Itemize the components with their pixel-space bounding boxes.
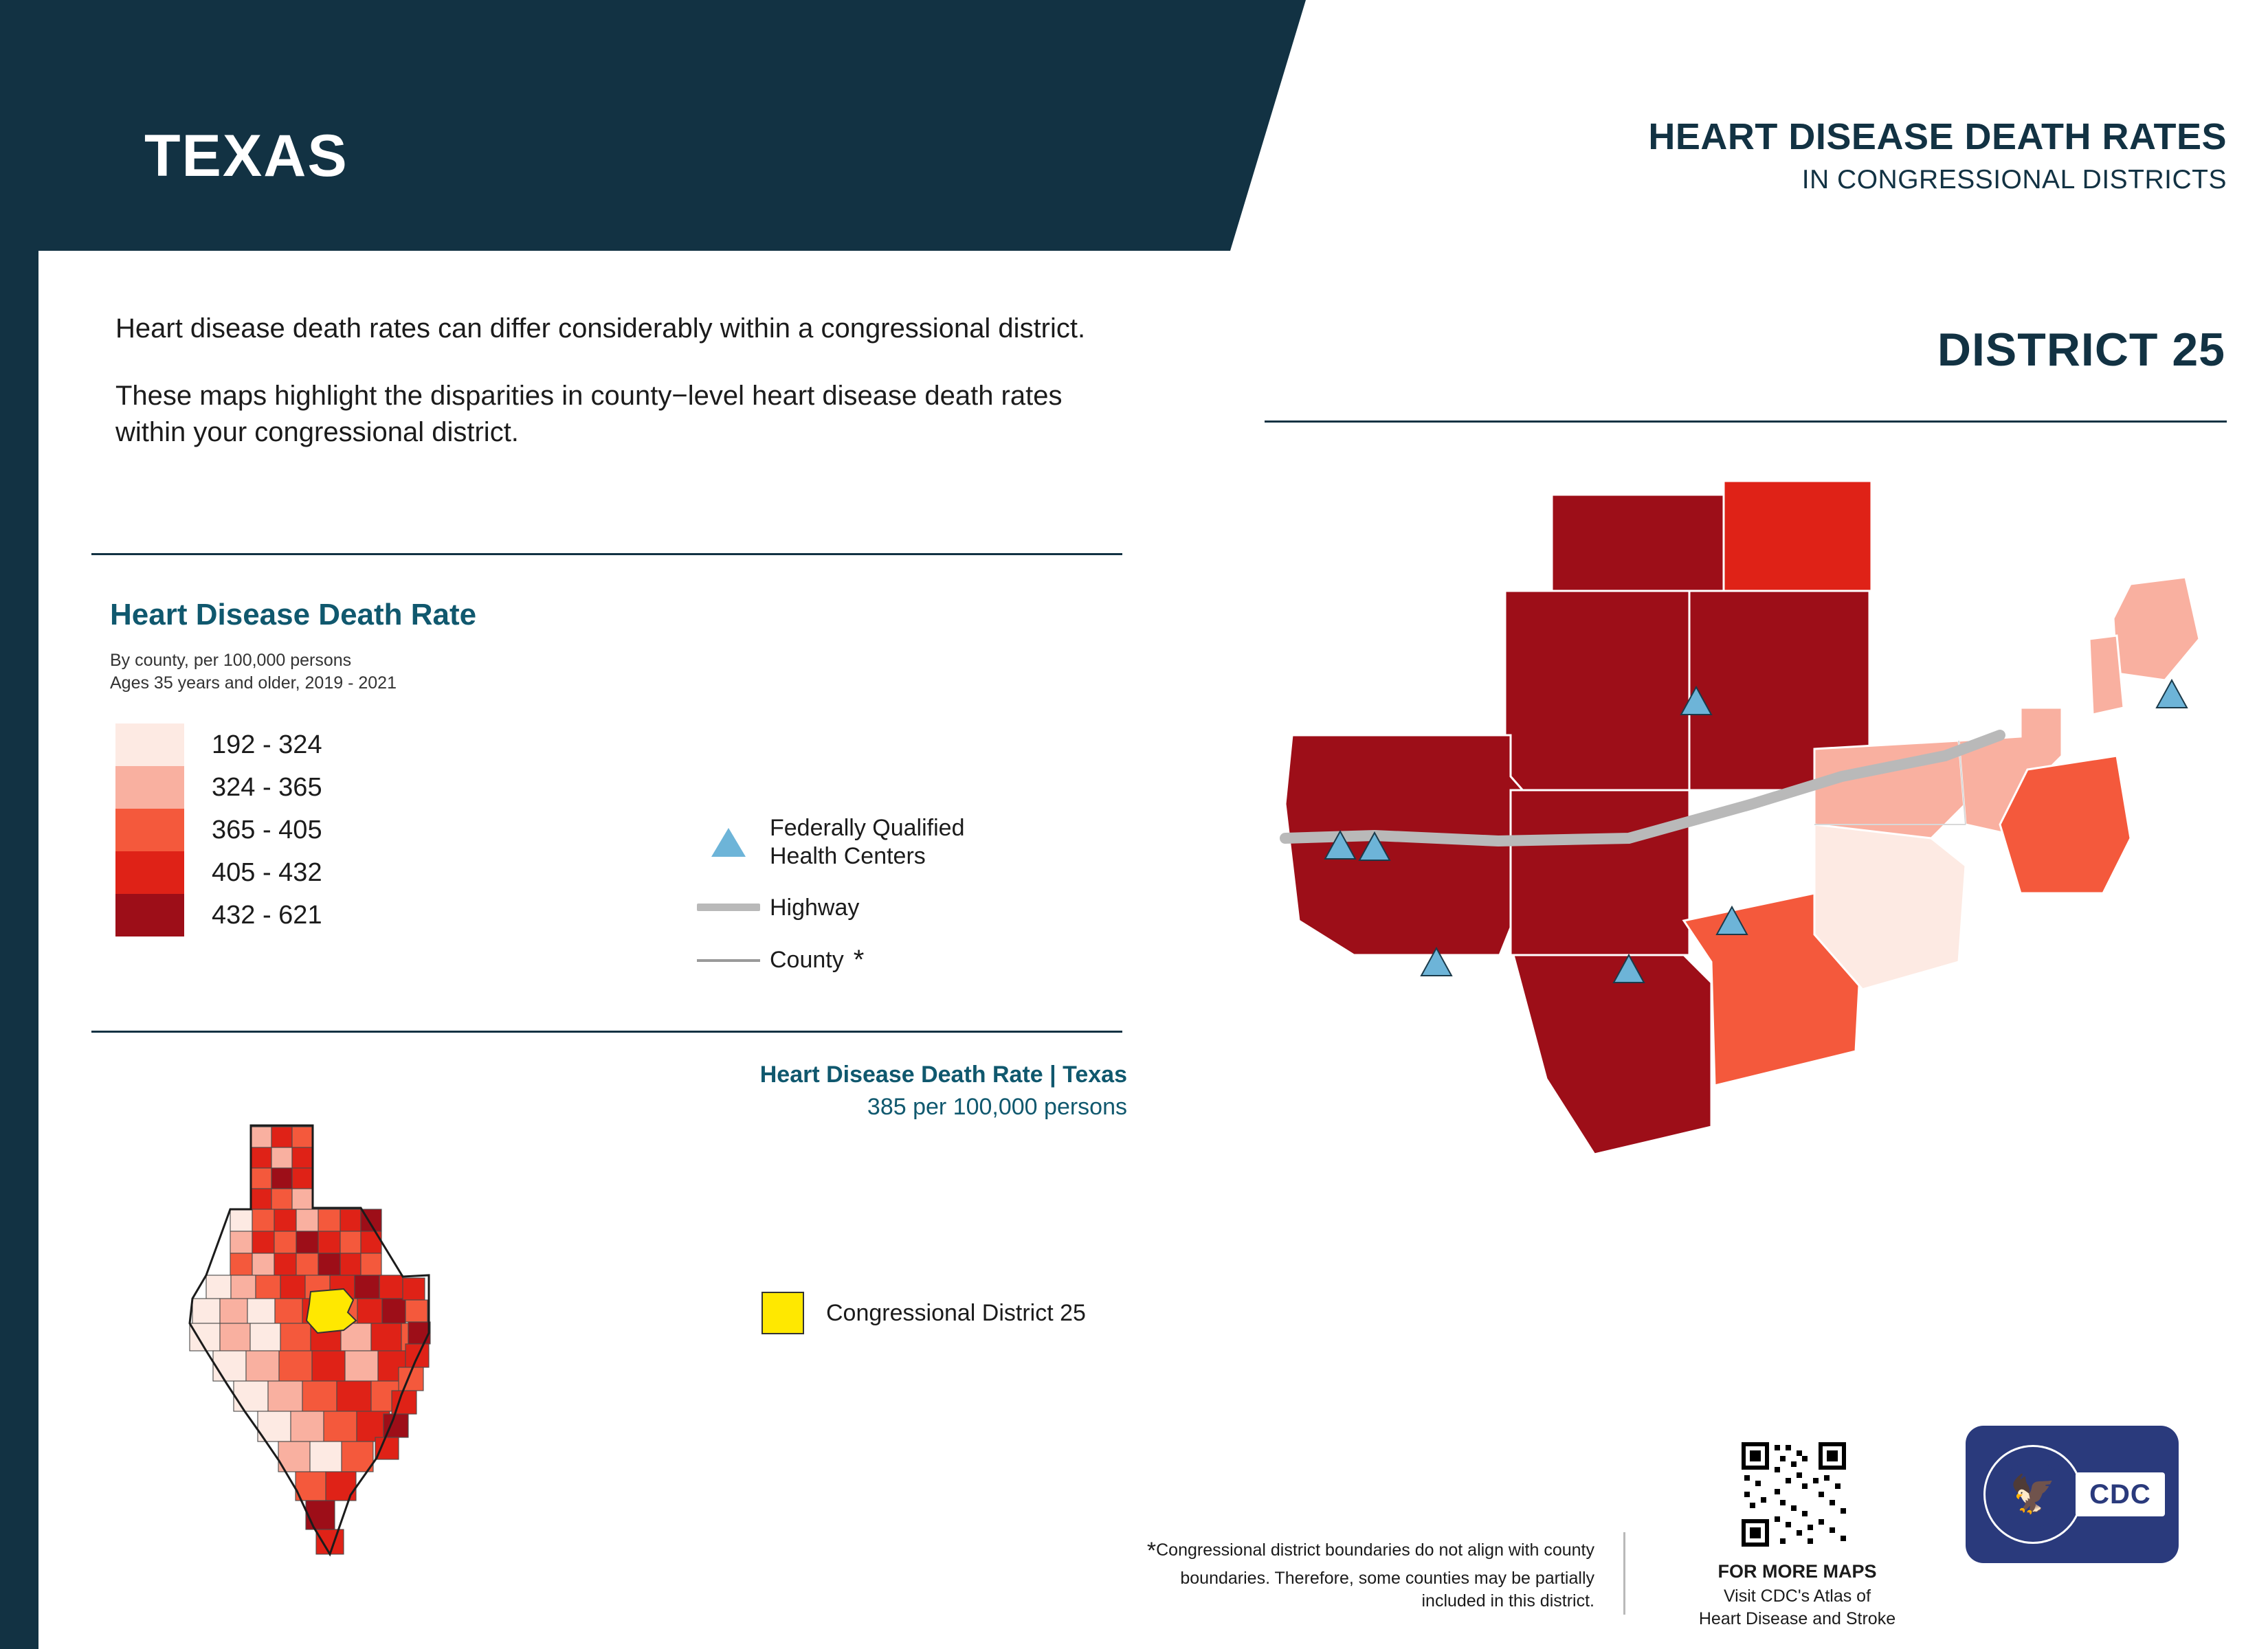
legend-swatch-5 [115, 894, 184, 936]
header-title-sub: IN CONGRESSIONAL DISTRICTS [1801, 165, 2227, 194]
legend-swatch-4 [115, 851, 184, 894]
fqhc-marker-icon [687, 828, 770, 857]
legend-swatch-3 [115, 809, 184, 851]
header-title-main: HEART DISEASE DEATH RATES [1648, 116, 2227, 157]
footnote-text: Congressional district boundaries do not align with county boundaries. Therefore, some counties may be partially included in this district. [1156, 1540, 1594, 1611]
district-color-legend [761, 1292, 1086, 1334]
legend-subtitle-line1: By county, per 100,000 persons [110, 651, 352, 670]
county-w2 [1511, 790, 1689, 955]
state-map-caption-title: Heart Disease Death Rate | Texas [759, 1062, 1127, 1088]
county-line-icon [687, 959, 770, 962]
legend-swatch-1 [115, 723, 184, 766]
state-title: TEXAS [144, 123, 348, 189]
more-maps-sub-line1: Visit CDC's Atlas of [1723, 1586, 1871, 1606]
footnote-asterisk: * [1146, 1538, 1157, 1564]
legend-bin-label: 324 - 365 [212, 772, 322, 802]
hhs-seal-icon: 🦅 [1983, 1445, 2082, 1544]
legend-symbol-highway [687, 894, 964, 922]
county-asterisk: * [853, 945, 865, 976]
divider-top [91, 553, 1122, 555]
legend-bin [115, 851, 322, 894]
intro-text [115, 311, 1133, 451]
county-c1 [1505, 591, 1689, 790]
cdc-wordmark: CDC [2076, 1472, 2165, 1516]
legend-fqhc-line1: Federally Qualified [770, 815, 965, 841]
legend-bin [115, 894, 322, 936]
legend-bin-label: 192 - 324 [212, 730, 322, 759]
legend-subtitle [110, 649, 397, 695]
cdc-logo [1966, 1426, 2179, 1563]
legend-swatches [115, 723, 322, 936]
state-map-caption-value: 385 per 100,000 persons [867, 1094, 1127, 1120]
legend-highway-label: Highway [770, 894, 860, 921]
legend-fqhc-line2: Health Centers [770, 842, 926, 869]
district-legend-label: Congressional District 25 [826, 1299, 1086, 1326]
header-titles [1265, 115, 2227, 195]
footnote [1141, 1536, 1594, 1613]
county-s1 [1513, 955, 1711, 1154]
more-maps-title: FOR MORE MAPS [1717, 1561, 1877, 1582]
legend-title: Heart Disease Death Rate [110, 598, 477, 631]
legend-bin [115, 723, 322, 766]
legend-symbol-county [687, 945, 964, 976]
legend-bin [115, 766, 322, 809]
highway-line-icon [687, 904, 770, 911]
legend-symbol-fqhc [687, 814, 964, 871]
legend-subtitle-line2: Ages 35 years and older, 2019 - 2021 [110, 673, 397, 693]
qr-code[interactable] [1739, 1439, 1849, 1549]
legend-symbols [687, 814, 964, 999]
texas-state-map[interactable] [124, 1106, 660, 1615]
intro-paragraph-2: These maps highlight the disparities in county−level heart disease death rates within your congressional district. [115, 380, 1063, 448]
divider-district [1265, 420, 2227, 423]
footer-divider [1623, 1532, 1625, 1615]
legend-bin [115, 809, 322, 851]
legend-bin-label: 405 - 432 [212, 857, 322, 887]
legend-county-label: County [770, 947, 844, 974]
legend-swatch-2 [115, 766, 184, 809]
legend-bin-label: 432 - 621 [212, 900, 322, 930]
more-maps-block [1646, 1561, 1948, 1630]
intro-paragraph-1: Heart disease death rates can differ considerably within a congressional district. [115, 313, 1086, 344]
district-legend-swatch [761, 1292, 804, 1334]
district-detail-map[interactable] [1271, 481, 2234, 1271]
more-maps-sub-line2: Heart Disease and Stroke [1698, 1608, 1896, 1628]
divider-mid [91, 1031, 1122, 1033]
county-e6 [2089, 636, 2124, 715]
district-title: DISTRICT 25 [1937, 324, 2225, 376]
county-e5 [2113, 577, 2199, 680]
legend-bin-label: 365 - 405 [212, 815, 322, 844]
